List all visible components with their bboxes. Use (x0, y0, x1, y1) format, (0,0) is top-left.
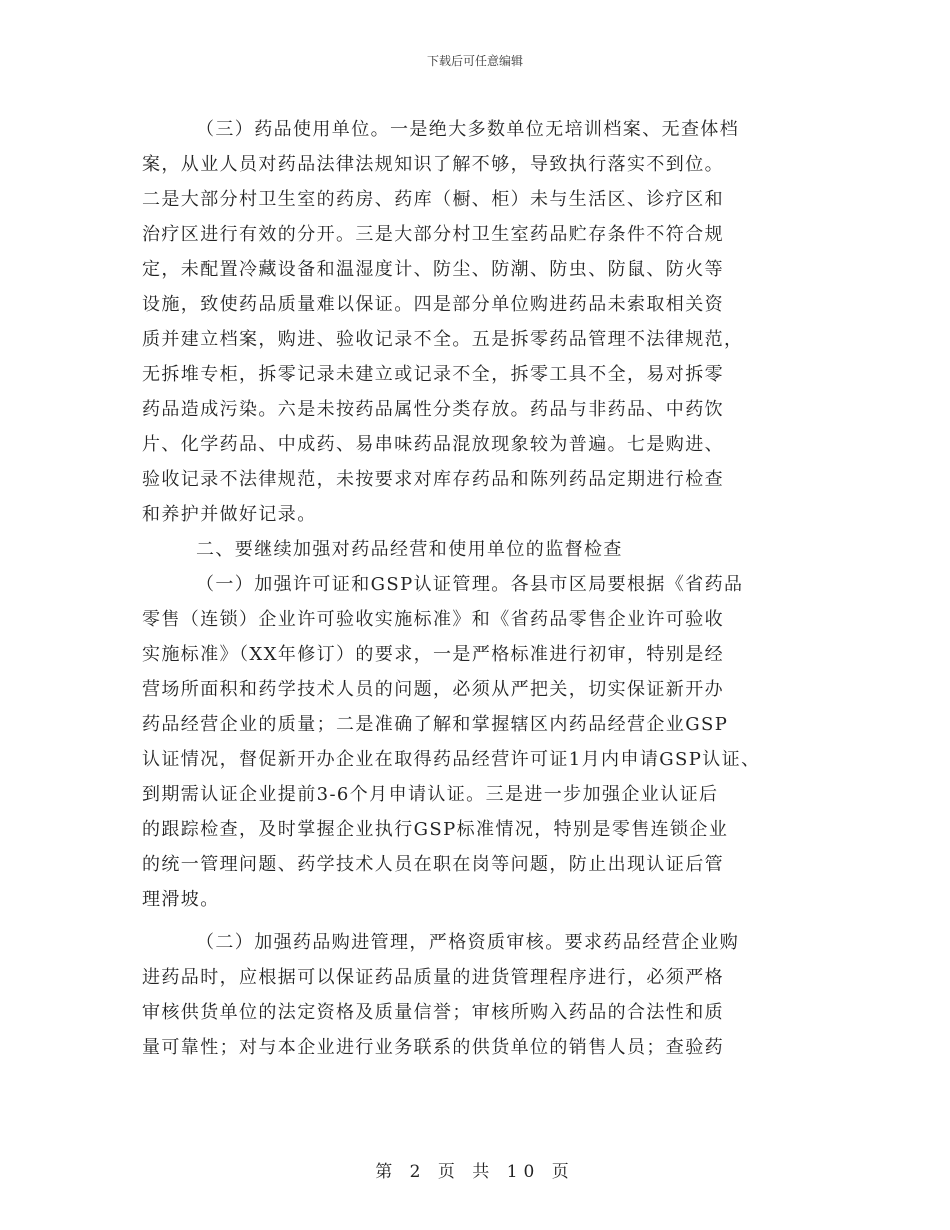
text-line: 零售（连锁）企业许可验收实施标准》和《省药品零售企业许可验收 (142, 609, 724, 630)
paragraph-gap (142, 917, 814, 925)
text-line: 治疗区进行有效的分开。三是大部分村卫生室药品贮存条件不符合规 (142, 224, 724, 245)
text-line: 无拆堆专柜，拆零记录未建立或记录不全，拆零工具不全，易对拆零 (142, 364, 724, 385)
text-line: 实施标准》（XX年修订）的要求，一是严格标准进行初审，特别是经 (142, 644, 725, 665)
text-line: 理滑坡。 (142, 889, 220, 910)
text-line: （三）药品使用单位。一是绝大多数单位无培训档案、无查体档 (196, 119, 740, 140)
paragraph-license-gsp (142, 567, 814, 917)
text-line: 营场所面积和药学技术人员的问题，必须从严把关，切实保证新开办 (142, 679, 724, 700)
text-line: 进药品时，应根据可以保证药品质量的进货管理程序进行，必须严格 (142, 967, 724, 988)
document-body (142, 112, 814, 1065)
text-line: 到期需认证企业提前3-6个月申请认证。三是进一步加强企业认证后 (142, 784, 719, 805)
text-line: 药品造成污染。六是未按药品属性分类存放。药品与非药品、中药饮 (142, 399, 724, 420)
text-line: 设施，致使药品质量难以保证。四是部分单位购进药品未索取相关资 (142, 294, 724, 315)
text-line: 质并建立档案，购进、验收记录不全。五是拆零药品管理不法律规范， (142, 329, 744, 350)
text-line: 二是大部分村卫生室的药房、药库（橱、柜）未与生活区、诊疗区和 (142, 189, 724, 210)
text-line: 案，从业人员对药品法律法规知识了解不够，导致执行落实不到位。 (142, 154, 724, 175)
text-line: 的跟踪检查，及时掌握企业执行GSP标准情况，特别是零售连锁企业 (142, 819, 729, 840)
text-line: 的统一管理问题、药学技术人员在职在岗等问题，防止出现认证后管 (142, 854, 724, 875)
text-line: 验收记录不法律规范，未按要求对库存药品和陈列药品定期进行检查 (142, 469, 724, 490)
text-line: 认证情况，督促新开办企业在取得药品经营许可证1月内申请GSP认证、 (142, 749, 761, 770)
section-heading: 二、要继续加强对药品经营和使用单位的监督检查 (196, 539, 623, 560)
text-line: 和养护并做好记录。 (142, 504, 317, 525)
text-line: （二）加强药品购进管理，严格资质审核。要求药品经营企业购 (196, 932, 740, 953)
text-line: 量可靠性；对与本企业进行业务联系的供货单位的销售人员；查验药 (142, 1037, 724, 1058)
text-line: 定，未配置冷藏设备和温湿度计、防尘、防潮、防虫、防鼠、防火等 (142, 259, 724, 280)
text-line: （一）加强许可证和GSP认证管理。各县市区局要根据《省药品 (196, 574, 744, 595)
paragraph-drug-use-units (142, 112, 814, 532)
page-footer: 第 2 页 共 10 页 (375, 1162, 575, 1182)
text-line: 药品经营企业的质量；二是准确了解和掌握辖区内药品经营企业GSP (142, 714, 729, 735)
paragraph-purchase-management (142, 925, 814, 1065)
text-line: 片、化学药品、中成药、易串味药品混放现象较为普遍。七是购进、 (142, 434, 724, 455)
page-header: 下载后可任意编辑 (426, 54, 523, 68)
text-line: 审核供货单位的法定资格及质量信誉；审核所购入药品的合法性和质 (142, 1002, 724, 1023)
